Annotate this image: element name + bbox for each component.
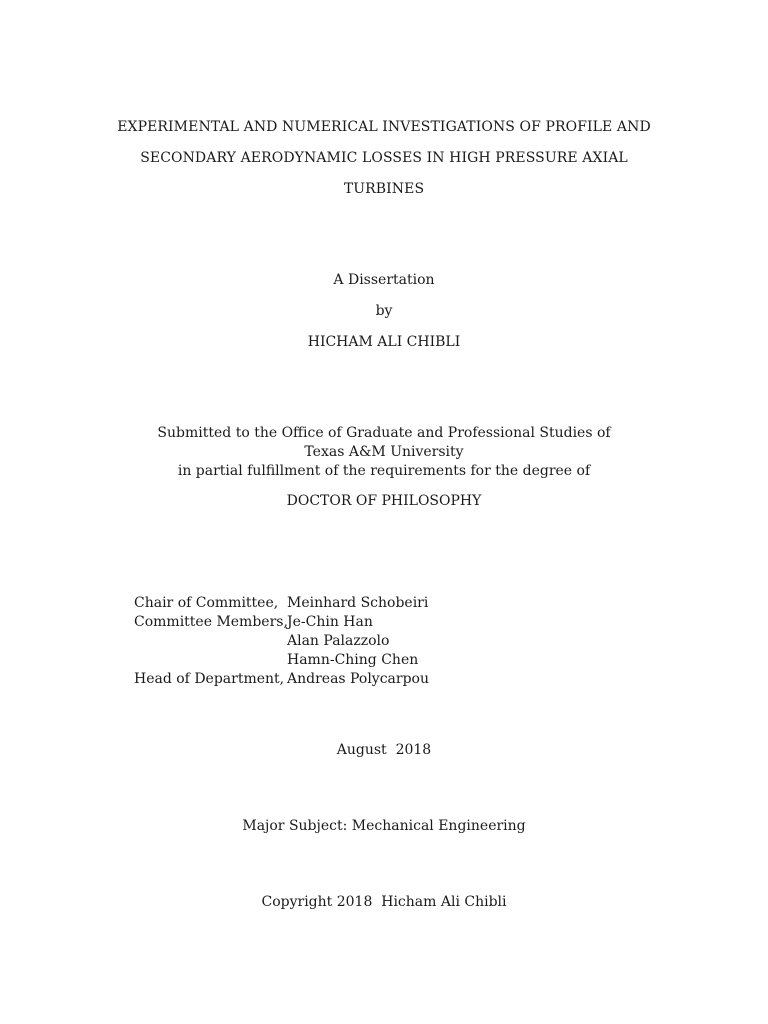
submission-line-2: Texas A&M University bbox=[304, 444, 464, 460]
committee-name: Hamn-Ching Chen bbox=[287, 652, 419, 668]
committee-role: Chair of Committee, bbox=[134, 595, 279, 611]
title-line-1: EXPERIMENTAL AND NUMERICAL INVESTIGATIONS OF PROFILE AND bbox=[117, 119, 651, 135]
submission-date: August 2018 bbox=[336, 742, 432, 758]
committee-name: Andreas Polycarpou bbox=[287, 671, 430, 687]
major-subject: Major Subject: Mechanical Engineering bbox=[242, 818, 526, 834]
committee-list bbox=[134, 594, 429, 689]
committee-name: Meinhard Schobeiri bbox=[287, 595, 429, 611]
committee-name: Je-Chin Han bbox=[287, 614, 373, 630]
committee-name: Alan Palazzolo bbox=[287, 633, 390, 649]
committee-row bbox=[134, 613, 429, 632]
author-name: HICHAM ALI CHIBLI bbox=[307, 334, 461, 350]
committee-row bbox=[134, 651, 429, 670]
committee-role: Committee Members, bbox=[134, 614, 288, 630]
by-label: by bbox=[375, 303, 393, 319]
committee-role: Head of Department, bbox=[134, 671, 285, 687]
title-line-3: TURBINES bbox=[343, 181, 425, 197]
submission-line-3: in partial fulfillment of the requirements for the degree of bbox=[177, 463, 591, 479]
committee-role bbox=[134, 632, 287, 651]
committee-row bbox=[134, 594, 429, 613]
title-line-2: SECONDARY AERODYNAMIC LOSSES IN HIGH PRESSURE AXIAL bbox=[140, 150, 628, 166]
committee-role bbox=[134, 651, 287, 670]
committee-row bbox=[134, 632, 429, 651]
document-type: A Dissertation bbox=[333, 272, 435, 288]
committee-row bbox=[134, 670, 429, 689]
copyright-notice: Copyright 2018 Hicham Ali Chibli bbox=[261, 894, 507, 910]
submission-line-1: Submitted to the Office of Graduate and Professional Studies of bbox=[157, 425, 611, 441]
degree-name: DOCTOR OF PHILOSOPHY bbox=[286, 493, 482, 509]
